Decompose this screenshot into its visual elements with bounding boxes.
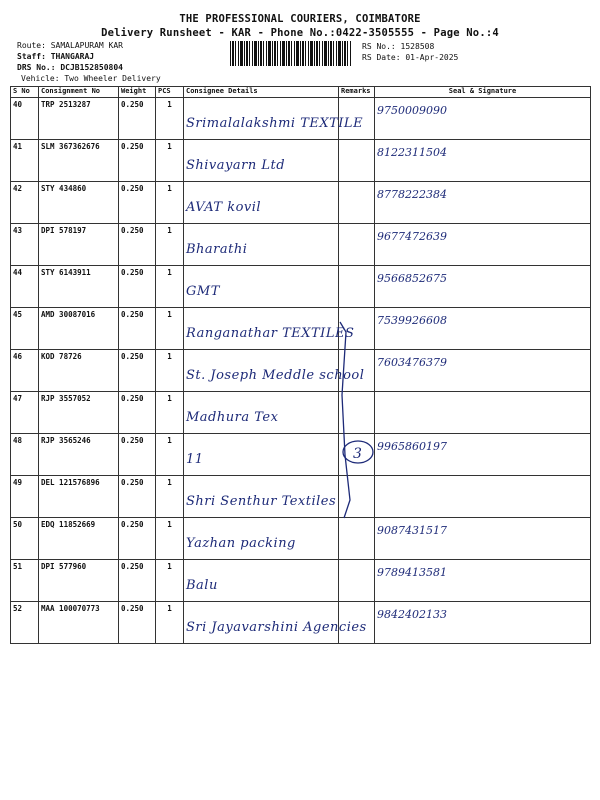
cell-weight: 0.250	[119, 350, 156, 392]
consignee-handwriting: Shivayarn Ltd	[186, 158, 286, 173]
consignee-handwriting: 11	[186, 452, 204, 467]
consignee-handwriting: Yazhan packing	[186, 536, 296, 551]
cell-sno: 41	[11, 140, 39, 182]
cell-signature	[375, 602, 591, 644]
cell-pcs: 1	[156, 518, 184, 560]
cell-remarks	[339, 266, 375, 308]
table-row	[11, 266, 591, 308]
col-sno: S No	[11, 87, 39, 98]
barcode	[230, 41, 352, 66]
cell-pcs: 1	[156, 392, 184, 434]
rs-date-line	[362, 53, 458, 62]
vehicle-value: Two Wheeler Delivery	[64, 74, 161, 83]
cell-signature	[375, 350, 591, 392]
cell-weight: 0.250	[119, 434, 156, 476]
signature-handwriting: 7539926608	[377, 314, 447, 327]
table-row	[11, 434, 591, 476]
drs-label: DRS No.:	[17, 63, 56, 72]
cell-remarks	[339, 560, 375, 602]
table-row	[11, 308, 591, 350]
consignee-handwriting: Shri Senthur Textiles	[186, 494, 337, 509]
cell-consignee	[184, 140, 339, 182]
cell-consignment: SLM 367362676	[39, 140, 119, 182]
rs-no-label: RS No.:	[362, 42, 396, 51]
cell-pcs: 1	[156, 140, 184, 182]
table-row	[11, 518, 591, 560]
signature-handwriting: 8122311504	[377, 146, 447, 159]
remarks-mark: 3	[353, 446, 362, 462]
consignee-handwriting: Sri Jayavarshini Agencies	[186, 620, 367, 635]
cell-sno: 50	[11, 518, 39, 560]
cell-pcs: 1	[156, 224, 184, 266]
cell-sno: 51	[11, 560, 39, 602]
cell-signature	[375, 476, 591, 518]
staff-label: Staff:	[17, 52, 46, 61]
table-row	[11, 182, 591, 224]
col-pcs: PCS	[156, 87, 184, 98]
cell-signature	[375, 140, 591, 182]
cell-remarks	[339, 182, 375, 224]
cell-signature	[375, 308, 591, 350]
cell-consignment: RJP 3565246	[39, 434, 119, 476]
cell-consignment: STY 434860	[39, 182, 119, 224]
drs-value: DCJB152850804	[60, 63, 123, 72]
route-value: SAMALAPURAM KAR	[50, 41, 123, 50]
cell-remarks	[339, 224, 375, 266]
cell-sno: 45	[11, 308, 39, 350]
rs-no-value: 1528508	[400, 42, 435, 51]
consignee-handwriting: Srimalalakshmi TEXTILE	[186, 116, 364, 131]
cell-weight: 0.250	[119, 308, 156, 350]
signature-handwriting: 8778222384	[377, 188, 447, 201]
cell-weight: 0.250	[119, 224, 156, 266]
consignee-handwriting: Ranganathar TEXTILES	[186, 326, 355, 341]
cell-consignment: DPI 577960	[39, 560, 119, 602]
cell-remarks	[339, 476, 375, 518]
signature-handwriting	[377, 394, 588, 398]
runsheet-table	[10, 86, 591, 644]
cell-weight: 0.250	[119, 98, 156, 140]
cell-consignee	[184, 476, 339, 518]
route-line	[17, 41, 123, 50]
cell-consignee	[184, 308, 355, 350]
cell-consignment: STY 6143911	[39, 266, 119, 308]
cell-pcs: 1	[156, 182, 184, 224]
cell-remarks	[339, 140, 375, 182]
cell-consignee	[184, 182, 339, 224]
signature-handwriting: 9789413581	[377, 566, 447, 579]
signature-handwriting: 9750009090	[377, 104, 447, 117]
staff-line	[17, 52, 94, 61]
cell-weight: 0.250	[119, 140, 156, 182]
col-consignment: Consignment No	[39, 87, 119, 98]
table-row	[11, 476, 591, 518]
signature-handwriting: 9842402133	[377, 608, 447, 621]
rs-no-line	[362, 42, 434, 51]
cell-consignment: RJP 3557052	[39, 392, 119, 434]
cell-pcs: 1	[156, 98, 184, 140]
col-weight: Weight	[119, 87, 156, 98]
signature-handwriting: 9677472639	[377, 230, 447, 243]
cell-signature	[375, 182, 591, 224]
company-title: THE PROFESSIONAL COURIERS, COIMBATORE	[179, 13, 421, 25]
cell-weight: 0.250	[119, 560, 156, 602]
cell-sno: 40	[11, 98, 39, 140]
cell-consignee	[184, 434, 339, 476]
cell-consignee	[184, 224, 339, 266]
cell-pcs: 1	[156, 560, 184, 602]
cell-remarks	[339, 434, 375, 476]
cell-consignee	[184, 602, 367, 644]
table-row	[11, 602, 591, 644]
cell-weight: 0.250	[119, 392, 156, 434]
cell-pcs: 1	[156, 602, 184, 644]
signature-handwriting: 9087431517	[377, 524, 447, 537]
cell-consignee	[184, 518, 339, 560]
cell-consignee	[184, 98, 364, 140]
drs-line	[17, 63, 123, 72]
cell-signature	[375, 434, 591, 476]
col-consignee: Consignee Details	[184, 87, 339, 98]
consignee-handwriting: St. Joseph Meddle school	[186, 368, 365, 383]
consignee-handwriting: AVAT kovil	[186, 200, 262, 215]
table-row	[11, 224, 591, 266]
cell-pcs: 1	[156, 308, 184, 350]
cell-weight: 0.250	[119, 602, 156, 644]
cell-consignment: DEL 121576896	[39, 476, 119, 518]
table-row	[11, 392, 591, 434]
cell-sno: 48	[11, 434, 39, 476]
rs-date-value: 01-Apr-2025	[405, 53, 459, 62]
cell-consignment: AMD 30087016	[39, 308, 119, 350]
cell-signature	[375, 266, 591, 308]
cell-pcs: 1	[156, 434, 184, 476]
cell-consignment: MAA 100070773	[39, 602, 119, 644]
consignee-handwriting: Balu	[186, 578, 218, 593]
cell-sno: 42	[11, 182, 39, 224]
cell-pcs: 1	[156, 350, 184, 392]
consignee-handwriting: Madhura Tex	[186, 410, 279, 425]
cell-weight: 0.250	[119, 476, 156, 518]
cell-sno: 52	[11, 602, 39, 644]
cell-consignment: DPI 578197	[39, 224, 119, 266]
cell-consignee	[184, 560, 339, 602]
cell-sno: 46	[11, 350, 39, 392]
cell-consignee	[184, 392, 339, 434]
cell-remarks	[339, 518, 375, 560]
table-row	[11, 140, 591, 182]
consignee-handwriting: Bharathi	[186, 242, 248, 257]
cell-consignment: EDQ 11852669	[39, 518, 119, 560]
cell-signature	[375, 98, 591, 140]
cell-sno: 44	[11, 266, 39, 308]
signature-handwriting: 9965860197	[377, 440, 447, 453]
table-row	[11, 98, 591, 140]
cell-weight: 0.250	[119, 182, 156, 224]
vehicle-line	[21, 74, 161, 83]
cell-pcs: 1	[156, 266, 184, 308]
cell-signature	[375, 392, 591, 434]
table-row	[11, 560, 591, 602]
cell-weight: 0.250	[119, 518, 156, 560]
consignee-handwriting: GMT	[186, 284, 220, 299]
cell-weight: 0.250	[119, 266, 156, 308]
cell-sno: 49	[11, 476, 39, 518]
col-remarks: Remarks	[339, 87, 375, 98]
table-header-row	[11, 87, 591, 98]
col-seal: Seal & Signature	[375, 87, 591, 98]
staff-value: THANGARAJ	[50, 52, 95, 61]
signature-handwriting: 9566852675	[377, 272, 447, 285]
cell-consignment: TRP 2513287	[39, 98, 119, 140]
table-row	[11, 350, 591, 392]
vehicle-label: Vehicle:	[21, 74, 60, 83]
rs-date-label: RS Date:	[362, 53, 401, 62]
cell-signature	[375, 560, 591, 602]
cell-consignment: KOD 78726	[39, 350, 119, 392]
cell-sno: 43	[11, 224, 39, 266]
cell-signature	[375, 224, 591, 266]
cell-consignee	[184, 350, 365, 392]
cell-pcs: 1	[156, 476, 184, 518]
route-label: Route:	[17, 41, 46, 50]
runsheet-subtitle: Delivery Runsheet - KAR - Phone No.:0422-3505555 - Page No.:4	[101, 27, 499, 39]
cell-sno: 47	[11, 392, 39, 434]
cell-remarks	[339, 392, 375, 434]
signature-handwriting: 7603476379	[377, 356, 447, 369]
cell-consignee	[184, 266, 339, 308]
cell-signature	[375, 518, 591, 560]
signature-handwriting	[377, 478, 588, 482]
